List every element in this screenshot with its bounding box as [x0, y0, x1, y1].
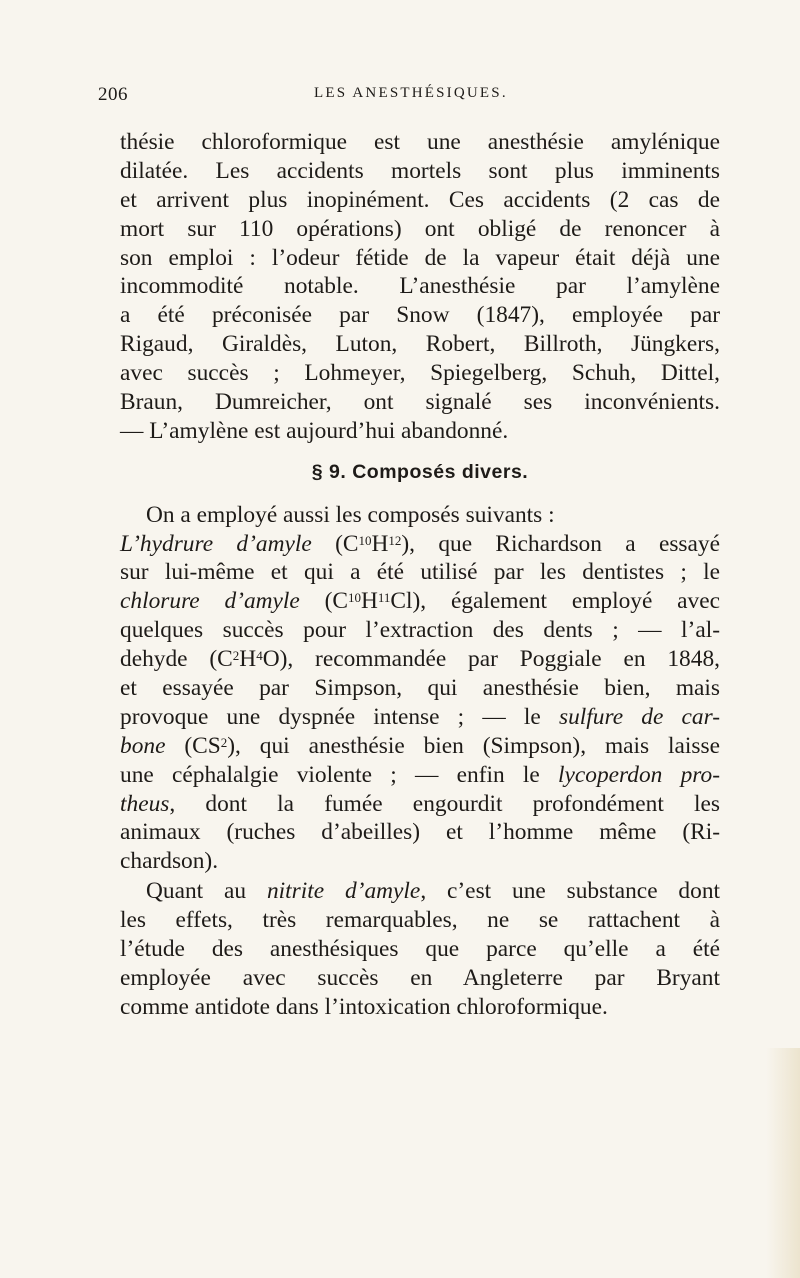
text-line: animaux (ruches d’abeilles) et l’homme même (Ri- — [120, 819, 720, 846]
page-header — [98, 84, 718, 108]
text-line: bone $(CS^2)$, qui anesthésie bien (Simpson), mais laisse — [120, 732, 720, 759]
italic-term: sulfure de car- — [558, 703, 720, 730]
text-line: Rigaud, Giraldès, Luton, Robert, Billroth, Jüngkers, — [120, 331, 720, 358]
italic-term: nitrite d’amyle — [266, 878, 421, 905]
text-line: sur lui-même et qui a été utilisé par les dentistes ; le — [120, 559, 720, 586]
italic-term: theus — [120, 790, 170, 817]
text-line: les effets, très remarquables, ne se rattachent à — [120, 907, 720, 934]
text-line: provoque une dyspnée intense ; — le sulfure de car- — [120, 703, 720, 730]
running-head: LES ANESTHÉSIQUES. — [314, 85, 508, 101]
text-line: mort sur 110 opérations) ont obligé de renoncer à — [120, 215, 720, 242]
text-line: une céphalalgie violente ; — enfin le lycoperdon pro- — [120, 761, 720, 788]
text-line: Braun, Dumreicher, ont signalé ses inconvénients. — [120, 389, 720, 416]
text-line: quelques succès pour l’extraction des dents ; — l’al- — [120, 617, 720, 644]
paragraph-amylene — [120, 128, 720, 446]
italic-term: L’hydrure d’amyle — [120, 530, 312, 557]
text-line: L’hydrure d’amyle $(C^{10}H^{12})$, que Richardson a essayé — [120, 530, 720, 557]
text-line: et essayée par Simpson, qui anesthésie bien, mais — [120, 675, 720, 702]
page-edge-discoloration — [766, 1048, 800, 1278]
text-line: avec succès ; Lohmeyer, Spiegelberg, Schuh, Dittel, — [120, 360, 720, 387]
text-line: Quant au nitrite d’amyle, c’est une substance dont — [146, 878, 721, 905]
paragraph-composes-divers — [120, 501, 720, 877]
text-line: incommodité notable. L’anesthésie par l’amylène — [120, 273, 720, 300]
text-line: comme antidote dans l’intoxication chloroformique. — [120, 993, 608, 1020]
text-line: — L’amylène est aujourd’hui abandonné. — [120, 417, 509, 444]
paragraph-nitrite-amyle — [120, 877, 720, 1021]
italic-term: chlorure d’amyle — [120, 588, 300, 615]
section-heading: § 9. Composés divers. — [311, 460, 529, 483]
page-number: 206 — [98, 84, 128, 105]
text-line: l’étude des anesthésiques que parce qu’elle a été — [120, 936, 720, 963]
text-line: thésie chloroformique est une anesthésie amylénique — [120, 129, 720, 155]
text-line: son emploi : l’odeur fétide de la vapeur était déjà une — [120, 244, 720, 271]
italic-term: bone — [120, 732, 166, 759]
body-text — [120, 128, 720, 1022]
text-line: On a employé aussi les composés suivants : — [146, 501, 555, 528]
text-line: a été préconisée par Snow (1847), employée par — [120, 302, 720, 329]
text-line: employée avec succès en Angleterre par Bryant — [120, 964, 720, 991]
text-line: dehyde $(C^2H^4O)$, recommandée par Poggiale en 1848, — [120, 646, 720, 673]
italic-term: lycoperdon pro- — [558, 761, 720, 788]
text-line: et arrivent plus inopinément. Ces accidents (2 cas de — [120, 186, 720, 213]
text-line: chlorure d’amyle $(C^{10}H^{11}Cl)$, également employé avec — [120, 588, 720, 615]
text-line: chardson). — [120, 848, 219, 875]
text-line: theus, dont la fumée engourdit profondément les — [120, 790, 720, 817]
text-line: dilatée. Les accidents mortels sont plus imminents — [120, 157, 720, 184]
